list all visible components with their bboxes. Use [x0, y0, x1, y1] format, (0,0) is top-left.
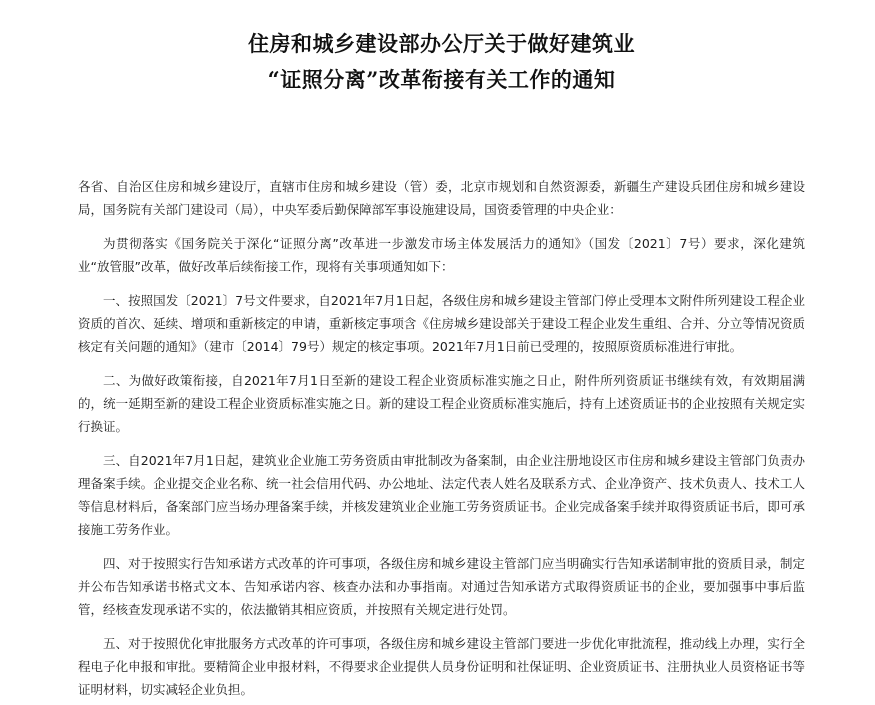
document-body	[78, 175, 805, 701]
item-3-paragraph: 三、自2021年7月1日起，建筑业企业施工劳务资质由审批制改为备案制，由企业注册地设区市住房和城乡建设主管部门负责办理备案手续。企业提交企业名称、统一社会信用代码、办公地址、法定代表人姓名及联系方式、企业净资产、技术负责人、技术工人等信息材料后，备案部门应当场办理备案手续，并核发建筑业企业施工劳务资质证书。企业完成备案手续并取得资质证书后，即可承接施工劳务作业。	[78, 453, 805, 537]
item-2-paragraph: 二、为做好政策衔接，自2021年7月1日至新的建设工程企业资质标准实施之日止，附件所列资质证书继续有效，有效期届满的，统一延期至新的建设工程企业资质标准实施之日。新的建设工程企业资质标准实施后，持有上述资质证书的企业按照有关规定实行换证。	[78, 373, 805, 434]
title-line-2: “证照分离”改革衔接有关工作的通知	[267, 67, 616, 92]
item-1-paragraph: 一、按照国发〔2021〕7号文件要求，自2021年7月1日起，各级住房和城乡建设主管部门停止受理本文附件所列建设工程企业资质的首次、延续、增项和重新核定的申请，重新核定事项含《住房城乡建设部关于建设工程企业发生重组、合并、分立等情况资质核定有关问题的通知》（建市〔2014〕79号）规定的核定事项。2021年7月1日前已受理的，按照原资质标准进行审批。	[78, 293, 805, 354]
document-title	[78, 0, 805, 98]
title-line-1: 住房和城乡建设部办公厅关于做好建筑业	[248, 31, 635, 56]
item-5-paragraph: 五、对于按照优化审批服务方式改革的许可事项，各级住房和城乡建设主管部门要进一步优化审批流程，推动线上办理，实行全程电子化申报和审批。要精简企业申报材料，不得要求企业提供人员身份证明和社保证明、企业资质证书、注册执业人员资格证书等证明材料，切实减轻企业负担。	[78, 636, 805, 697]
preamble-paragraph: 为贯彻落实《国务院关于深化“证照分离”改革进一步激发市场主体发展活力的通知》（国发〔2021〕7号）要求，深化建筑业“放管服”改革，做好改革后续衔接工作，现将有关事项通知如下：	[78, 236, 805, 274]
item-4-paragraph: 四、对于按照实行告知承诺方式改革的许可事项，各级住房和城乡建设主管部门应当明确实行告知承诺制审批的资质目录，制定并公布告知承诺书格式文本、告知承诺内容、核查办法和办事指南。对通过告知承诺方式取得资质证书的企业，要加强事中事后监管，经核查发现承诺不实的，依法撤销其相应资质，并按照有关规定进行处罚。	[78, 556, 805, 617]
addressee-paragraph: 各省、自治区住房和城乡建设厅，直辖市住房和城乡建设（管）委，北京市规划和自然资源委，新疆生产建设兵团住房和城乡建设局，国务院有关部门建设司（局），中央军委后勤保障部军事设施建设局，国资委管理的中央企业：	[78, 179, 805, 217]
